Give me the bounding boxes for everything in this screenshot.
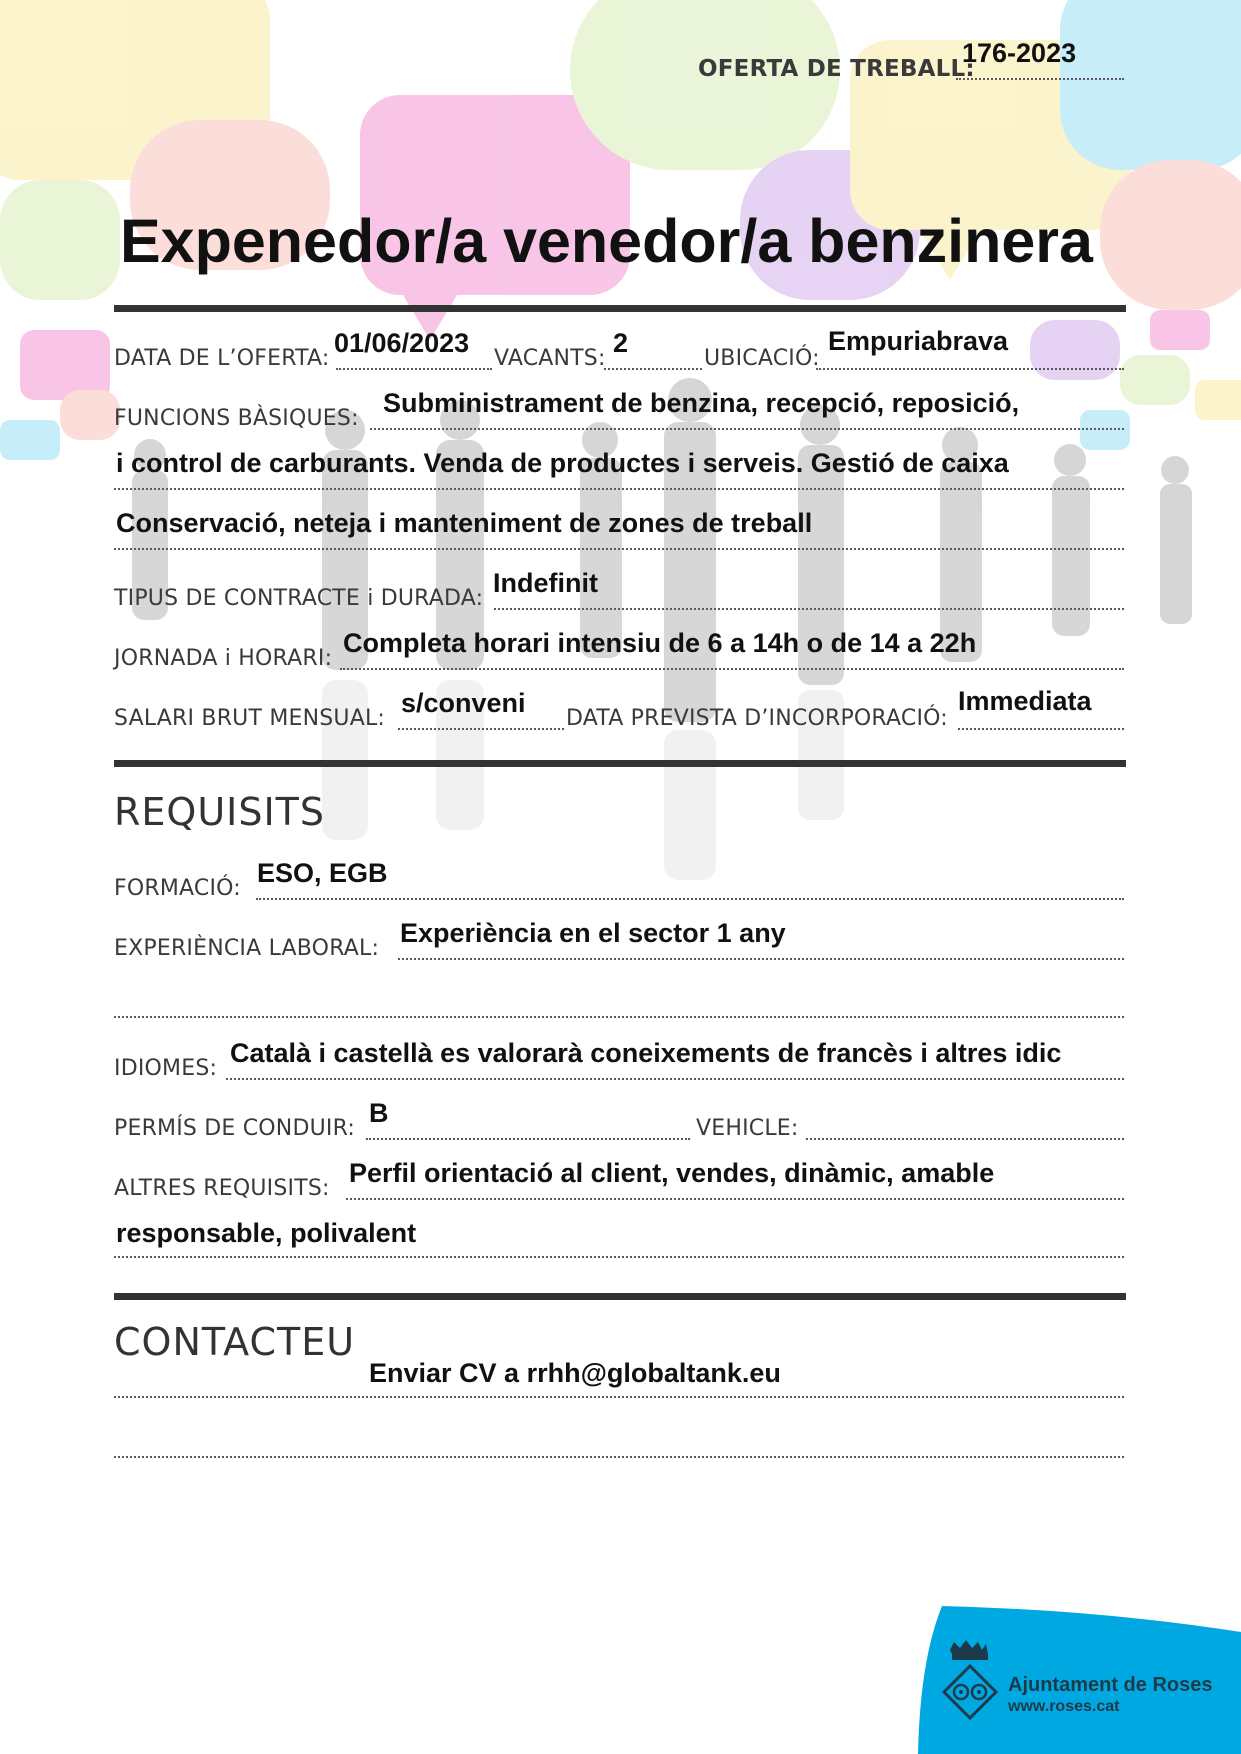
other-requirements-label: ALTRES REQUISITS: <box>114 1176 330 1201</box>
languages-label: IDIOMES: <box>114 1056 218 1081</box>
roses-crest-icon <box>940 1640 1000 1722</box>
offer-number-dots <box>956 78 1124 80</box>
other-dots-2 <box>114 1256 1124 1258</box>
schedule-dots <box>340 668 1124 670</box>
start-date-value: Immediata <box>958 686 1092 716</box>
functions-line-2: i control de carburants. Venda de productes i serveis. Gestió de caixa <box>116 448 1009 478</box>
footer-org-name: Ajuntament de Roses <box>1008 1674 1213 1696</box>
functions-dots-1 <box>370 428 1124 430</box>
offer-number-value: 176-2023 <box>962 38 1077 68</box>
functions-line-1: Subministrament de benzina, recepció, reposició, <box>383 388 1020 418</box>
languages-value-clip <box>230 1036 1124 1076</box>
salary-dots <box>398 728 564 730</box>
contact-dots-1 <box>114 1396 1124 1398</box>
date-label: DATA DE L’OFERTA: <box>114 346 330 371</box>
license-label: PERMÍS DE CONDUIR: <box>114 1116 356 1141</box>
education-label: FORMACIÓ: <box>114 876 241 901</box>
vehicle-label: VEHICLE: <box>696 1116 799 1141</box>
location-label: UBICACIÓ: <box>704 346 820 371</box>
date-dots <box>336 368 492 370</box>
functions-line-3: Conservació, neteja i manteniment de zones de treball <box>116 508 813 538</box>
contract-dots <box>494 608 1124 610</box>
start-date-label: DATA PREVISTA D’INCORPORACIÓ: <box>566 706 948 731</box>
contract-label: TIPUS DE CONTRACTE i DURADA: <box>114 586 484 611</box>
vacancies-dots <box>604 368 702 370</box>
location-dots <box>816 368 1124 370</box>
languages-dots <box>226 1078 1124 1080</box>
education-dots <box>256 898 1124 900</box>
schedule-value: Completa horari intensiu de 6 a 14h o de 14 a 22h <box>343 628 977 658</box>
functions-dots-3 <box>114 548 1124 550</box>
vehicle-dots <box>806 1138 1124 1140</box>
experience-label: EXPERIÈNCIA LABORAL: <box>114 936 380 961</box>
contact-heading: CONTACTEU <box>114 1320 356 1364</box>
date-value: 01/06/2023 <box>334 328 470 358</box>
salary-label: SALARI BRUT MENSUAL: <box>114 706 386 731</box>
offer-number-label: OFERTA DE TREBALL: <box>698 56 975 82</box>
schedule-label: JORNADA i HORARI: <box>114 646 333 671</box>
experience-value: Experiència en el sector 1 any <box>400 918 786 948</box>
contract-value: Indefinit <box>493 568 598 598</box>
page-title: Expenedor/a venedor/a benzinera <box>120 207 1093 275</box>
experience-dots-2 <box>114 1016 1124 1018</box>
languages-value: Català i castellà es valorarà coneixements de francès i altres idic <box>230 1038 1062 1068</box>
vacancies-value: 2 <box>613 328 629 358</box>
education-value: ESO, EGB <box>257 858 388 888</box>
divider-bottom <box>114 1293 1126 1300</box>
divider-middle <box>114 760 1126 767</box>
divider-top <box>114 305 1126 312</box>
other-dots-1 <box>346 1198 1124 1200</box>
other-requirements-line-2: responsable, polivalent <box>116 1218 417 1248</box>
other-requirements-line-1: Perfil orientació al client, vendes, dinàmic, amable <box>349 1158 995 1188</box>
contact-dots-2 <box>114 1456 1124 1458</box>
salary-value: s/conveni <box>401 688 526 718</box>
functions-label: FUNCIONS BÀSIQUES: <box>114 406 359 431</box>
location-value: Empuriabrava <box>828 326 1009 356</box>
footer-website[interactable]: www.roses.cat <box>1008 1698 1120 1715</box>
requirements-heading: REQUISITS <box>114 790 326 834</box>
experience-dots <box>398 958 1124 960</box>
contact-line-1: Enviar CV a rrhh@globaltank.eu <box>369 1358 781 1388</box>
vacancies-label: VACANTS: <box>494 346 606 371</box>
start-date-dots <box>958 728 1124 730</box>
license-dots <box>366 1138 690 1140</box>
license-value: B <box>369 1098 389 1128</box>
functions-dots-2 <box>114 488 1124 490</box>
